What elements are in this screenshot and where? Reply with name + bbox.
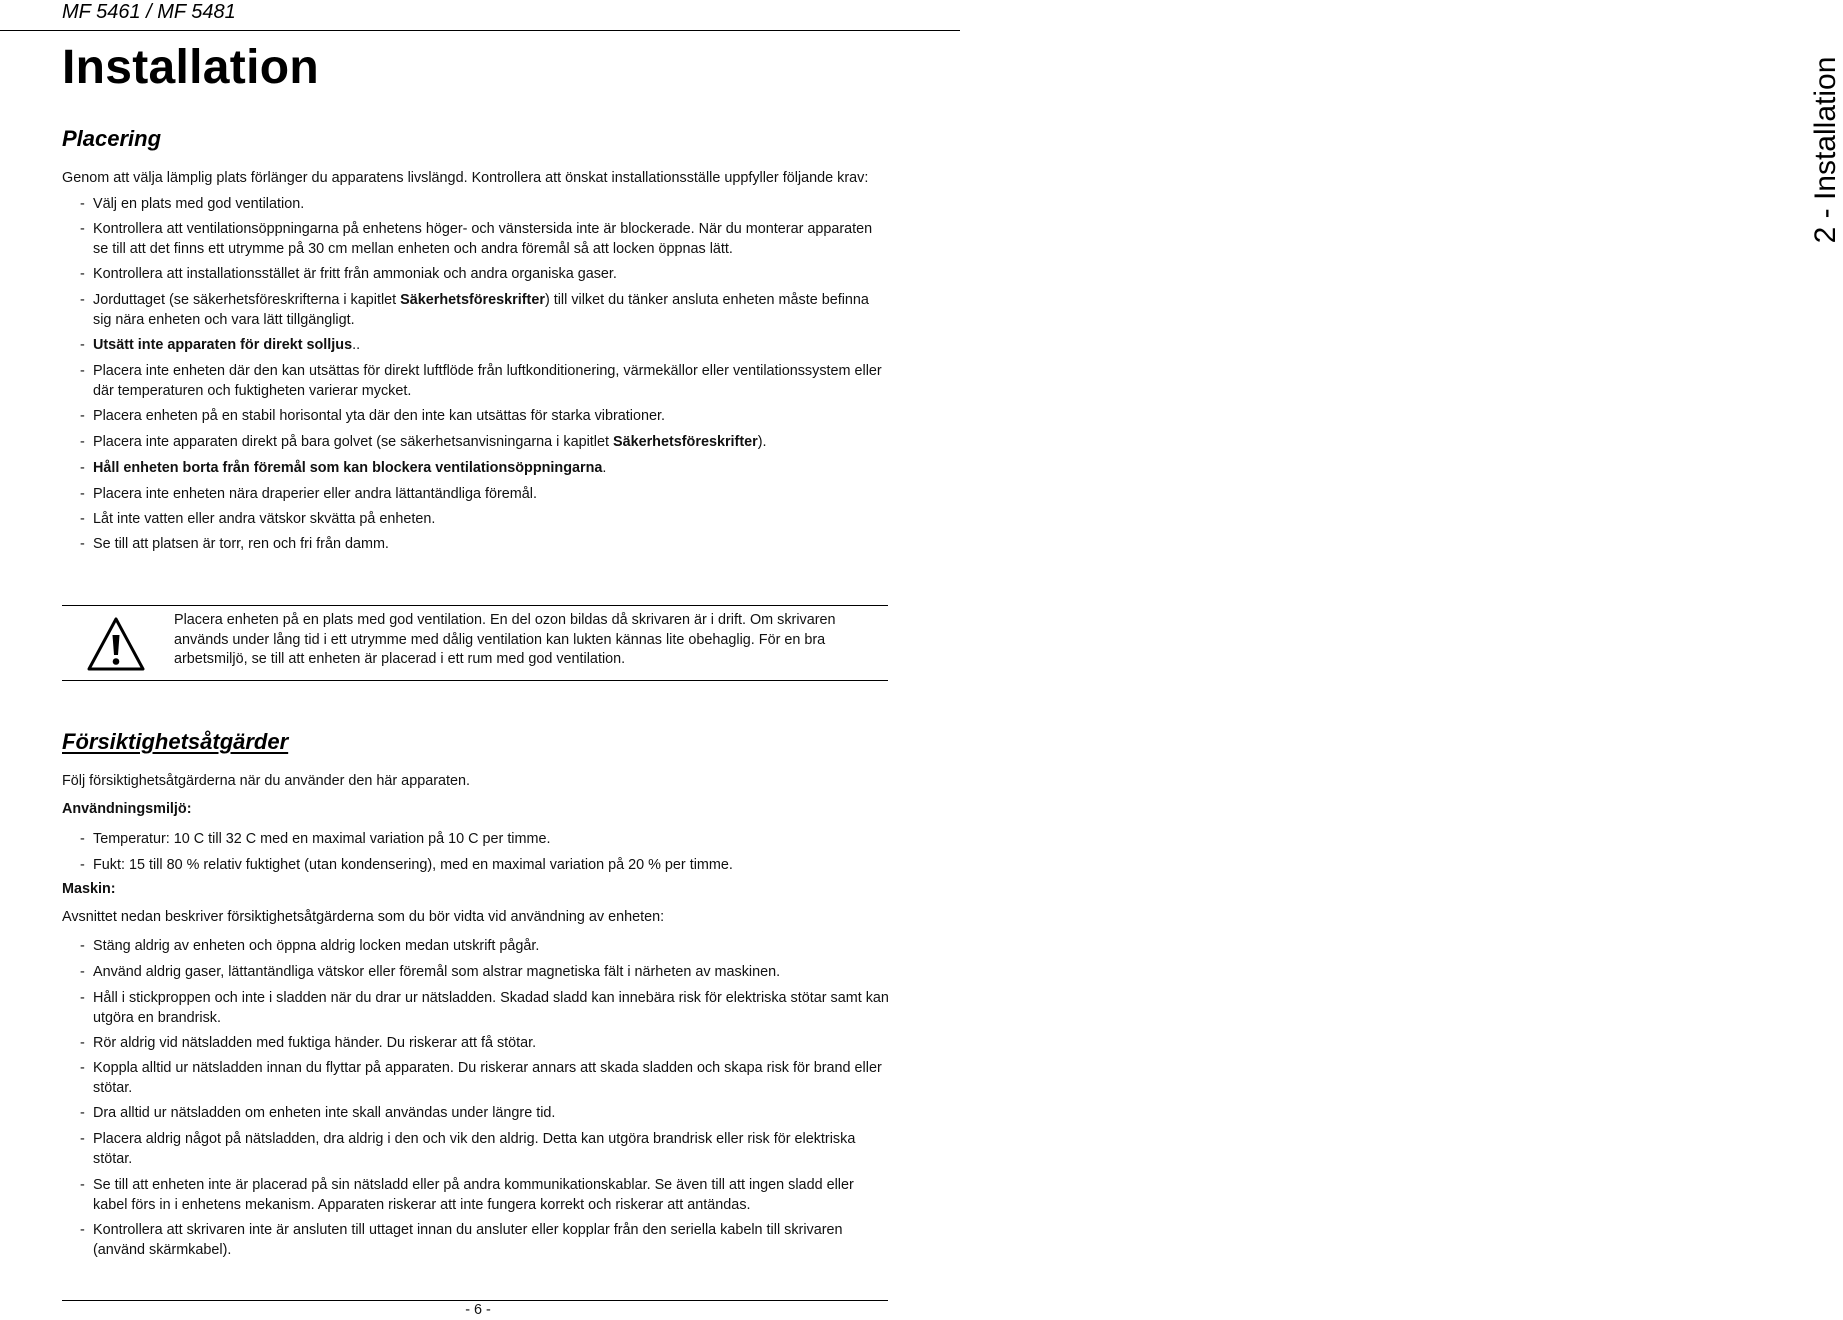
machine-heading: Maskin: — [62, 881, 116, 897]
machine-list — [62, 936, 890, 1260]
chapter-tab-label: 2 - Installation — [1809, 56, 1842, 244]
placering-section — [62, 126, 890, 554]
forsiktighet-intro: Följ försiktighetsåtgärderna när du använder den här apparaten. — [62, 773, 470, 789]
list-item: - Rör aldrig vid nätsladden med fuktiga händer. Du riskerar att få stötar. — [62, 1033, 890, 1053]
list-item: - Placera aldrig något på nätsladden, dra aldrig i den och vik den aldrig. Detta kan utgöra brandrisk eller risk för elektriska stötar. — [62, 1129, 890, 1169]
warning-box — [62, 605, 888, 681]
environment-heading: Användningsmiljö: — [62, 801, 192, 817]
list-item: - Håll enheten borta från föremål som kan blockera ventilationsöppningarna. — [62, 458, 890, 478]
model-title: MF 5461 / MF 5481 — [62, 1, 236, 23]
forsiktighet-section — [62, 729, 890, 1260]
warning-text: Placera enheten på en plats med god ventilation. En del ozon bildas då skrivaren är i drift. Om skrivaren används under lång tid i ett utrymme med dålig ventilation kan lukten kännas lite obehaglig. För en bra arbetsmiljö, se till att enheten är placerad i ett rum med god ventilation. — [174, 612, 836, 667]
list-item: - Låt inte vatten eller andra vätskor skvätta på enheten. — [62, 509, 890, 529]
list-item: - Se till att platsen är torr, ren och fri från damm. — [62, 534, 890, 554]
footer-divider — [62, 1300, 888, 1301]
placering-intro: Genom att välja lämplig plats förlänger du apparatens livslängd. Kontrollera att önskat installationsställe uppfyller följande krav: — [62, 170, 869, 186]
list-item: - Jorduttaget (se säkerhetsföreskrifterna i kapitlet Säkerhetsföreskrifter) till vilket du tänker ansluta enheten måste befinna sig nära enheten och vara lätt tillgängligt. — [62, 290, 890, 330]
list-item: - Välj en plats med god ventilation. — [62, 194, 890, 214]
list-item: - Placera inte enheten nära draperier eller andra lättantändliga föremål. — [62, 484, 890, 504]
page-footer — [0, 1296, 960, 1320]
page-header — [0, 0, 960, 31]
environment-list — [62, 829, 890, 875]
forsiktighet-heading: Försiktighetsåtgärder — [62, 729, 289, 754]
machine-intro: Avsnittet nedan beskriver försiktighetsåtgärderna som du bör vidta vid användning av enheten: — [62, 909, 665, 925]
list-item: - Placera enheten på en stabil horisontal yta där den inte kan utsättas för starka vibrationer. — [62, 406, 890, 426]
placering-heading: Placering — [62, 126, 162, 151]
list-item: - Använd aldrig gaser, lättantändliga vätskor eller föremål som alstrar magnetiska fält i närheten av maskinen. — [62, 962, 890, 982]
list-item: - Håll i stickproppen och inte i sladden när du drar ur nätsladden. Skadad sladd kan innebära risk för elektriska stötar samt kan utgöra en brandrisk. — [62, 988, 890, 1028]
exclamation-icon — [86, 616, 146, 672]
list-item: - Dra alltid ur nätsladden om enheten inte skall användas under längre tid. — [62, 1103, 890, 1123]
list-item: - Temperatur: 10 C till 32 C med en maximal variation på 10 C per timme. — [62, 829, 890, 849]
list-item: - Se till att enheten inte är placerad på sin nätsladd eller på andra kommunikationskablar. Se även till att ingen sladd eller kabel förs in i enhetens mekanism. Apparaten riskerar att inte fungera korrekt och riskerar att antändas. — [62, 1175, 890, 1215]
list-item: - Kontrollera att installationsstället är fritt från ammoniak och andra organiska gaser. — [62, 264, 890, 284]
list-item: - Stäng aldrig av enheten och öppna aldrig locken medan utskrift pågår. — [62, 936, 890, 956]
page-number: - 6 - — [465, 1302, 491, 1318]
list-item: - Placera inte enheten där den kan utsättas för direkt luftflöde från luftkonditionering, värmekällor eller ventilationssystem eller där temperaturen och fuktigheten varierar mycket. — [62, 361, 890, 401]
page-title: Installation — [62, 41, 319, 94]
placering-list — [62, 194, 890, 554]
list-item: - Kontrollera att ventilationsöppningarna på enhetens höger- och vänstersida inte är blockerade. När du monterar apparaten se till att det finns ett utrymme på 30 cm mellan enheten och andra föremål så att locken öppnas lätt. — [62, 219, 890, 259]
list-item: - Placera inte apparaten direkt på bara golvet (se säkerhetsanvisningarna i kapitlet Säkerhetsföreskrifter). — [62, 432, 890, 452]
list-item: - Utsätt inte apparaten för direkt solljus.. — [62, 335, 890, 355]
list-item: - Kontrollera att skrivaren inte är ansluten till uttaget innan du ansluter eller kopplar från den seriella kabeln till skrivaren (använd skärmkabel). — [62, 1220, 890, 1260]
chapter-side-tab — [892, 0, 1842, 1320]
list-item: - Koppla alltid ur nätsladden innan du flyttar på apparaten. Du riskerar annars att skada sladden och skapa risk för brand eller stötar. — [62, 1058, 890, 1098]
list-item: - Fukt: 15 till 80 % relativ fuktighet (utan kondensering), med en maximal variation på 20 % per timme. — [62, 855, 890, 875]
